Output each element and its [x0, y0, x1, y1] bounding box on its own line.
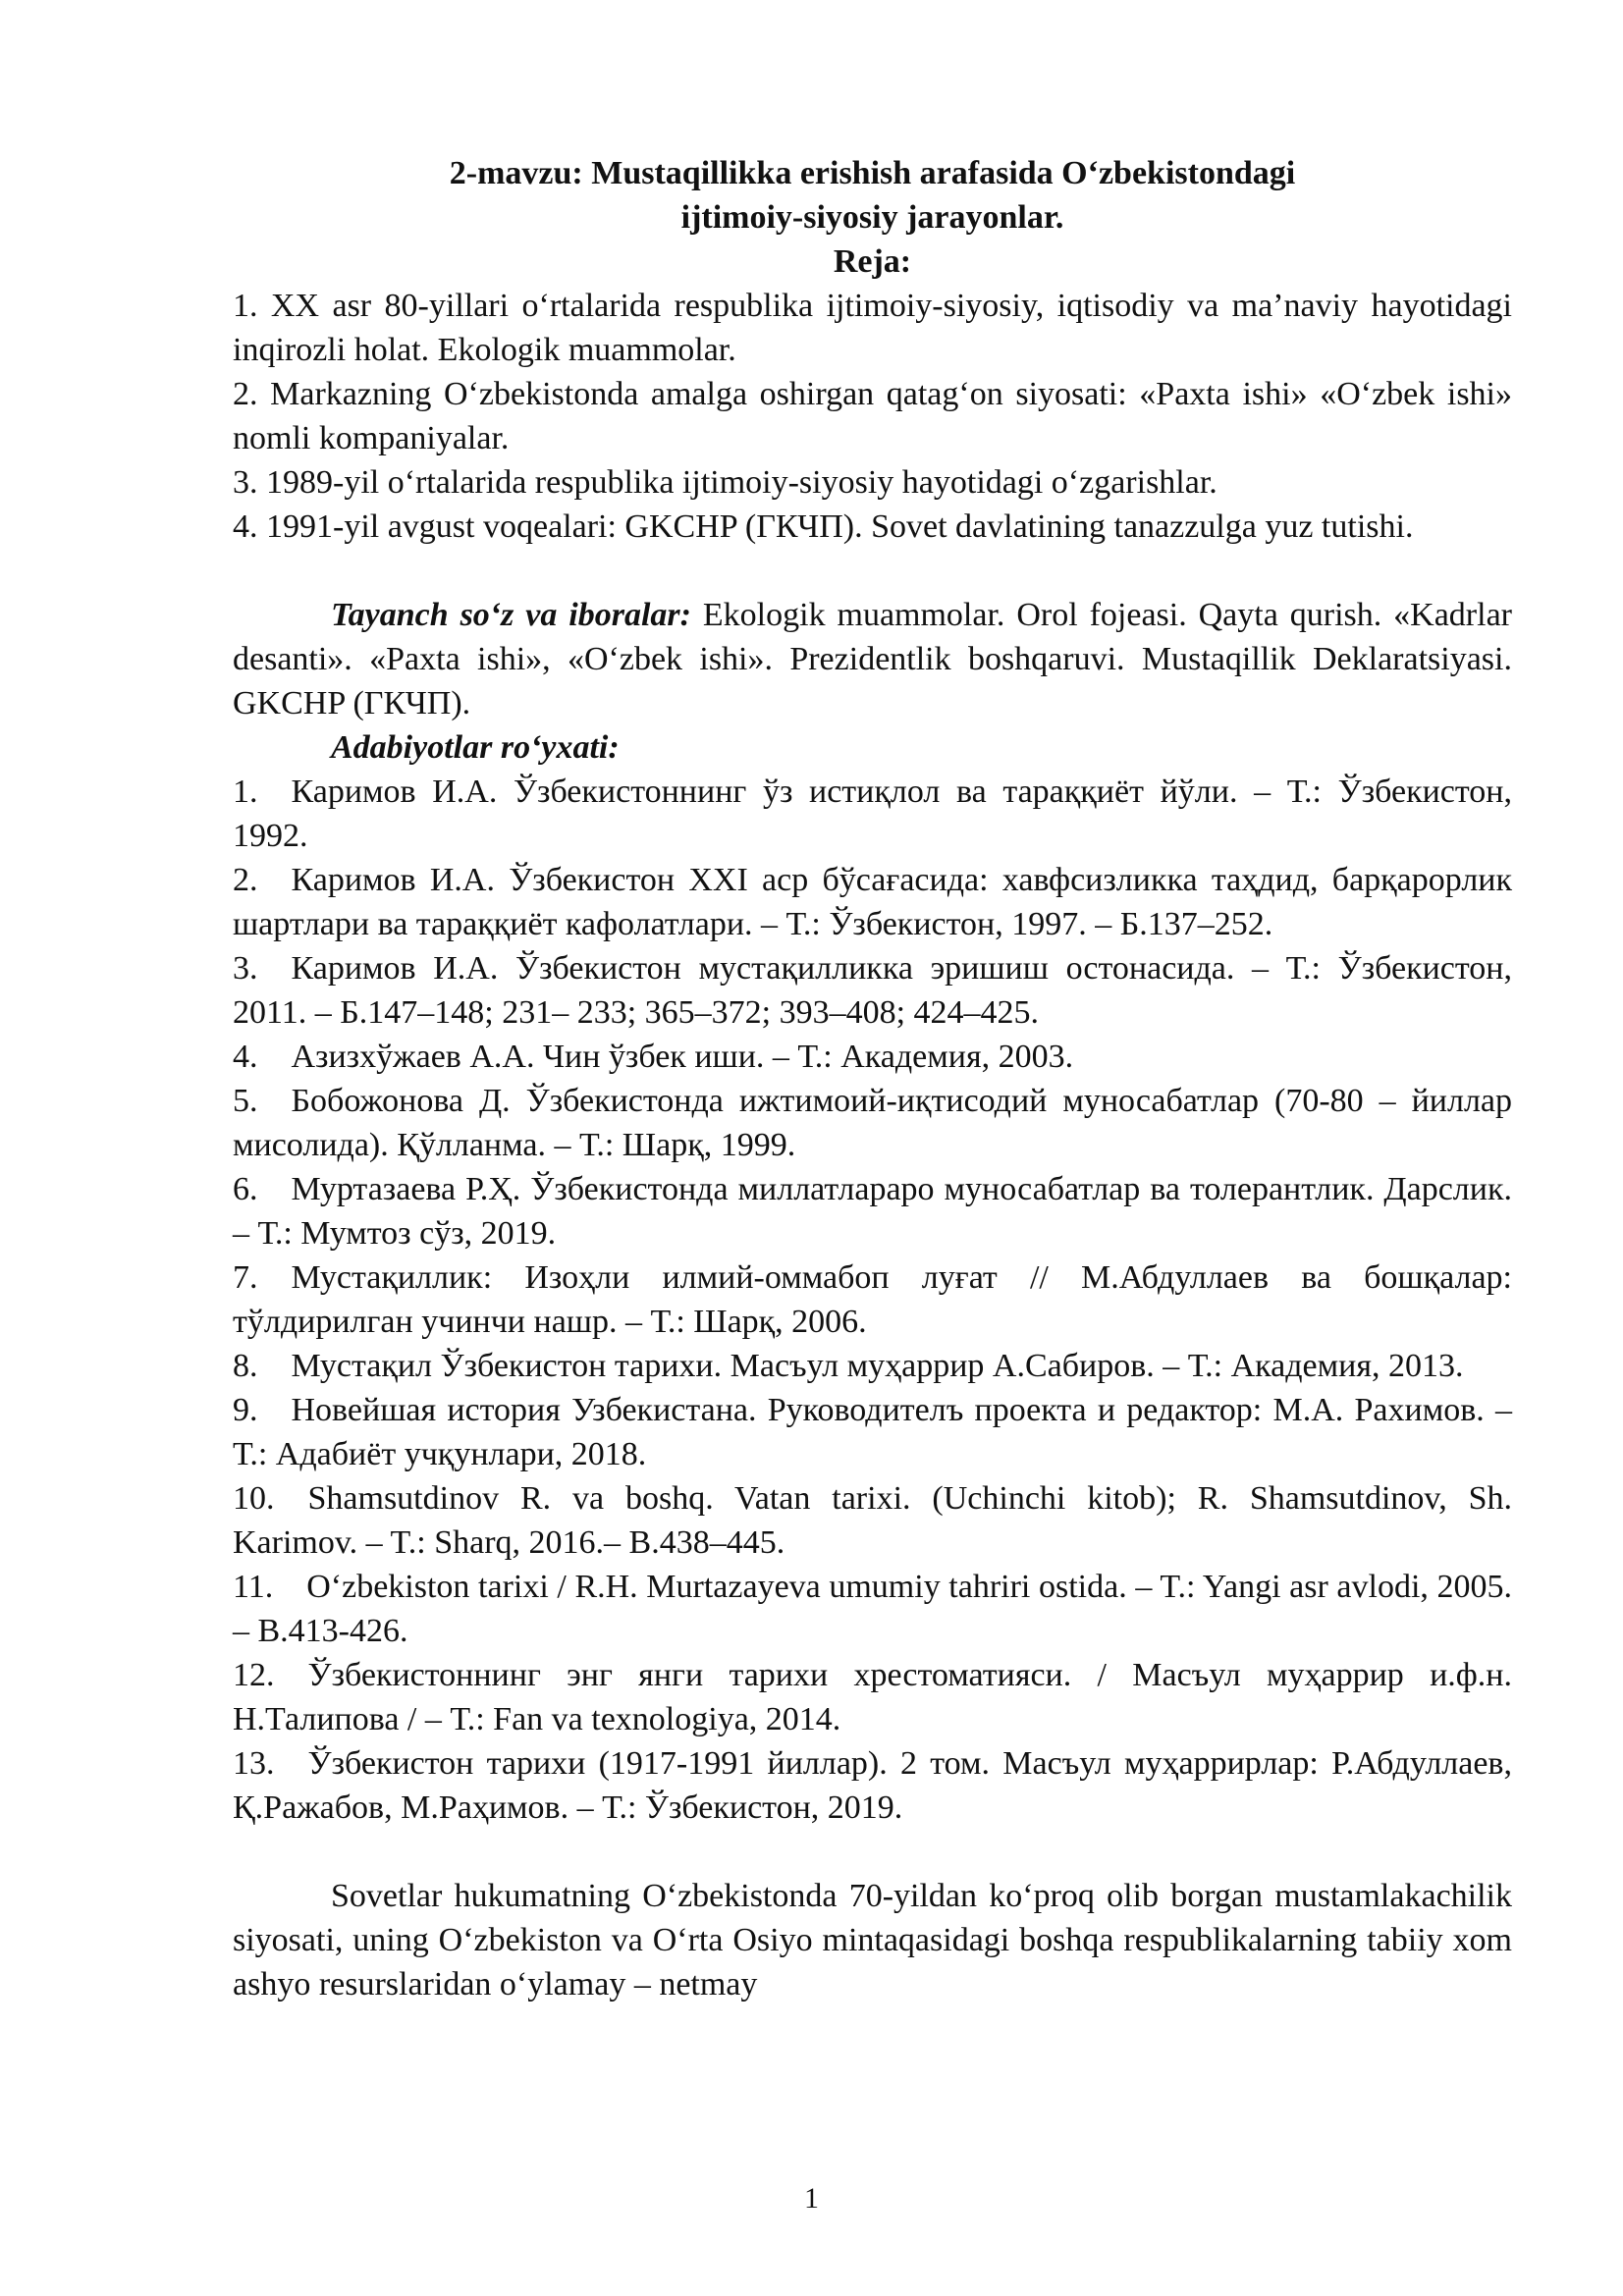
- page-number: 1: [804, 2182, 819, 2215]
- plan-item-4: 4. 1991-yil avgust voqealari: GKCHP (ГКЧП). Sovet davlatining tanazzulga yuz tutishi.: [233, 508, 1414, 545]
- literature-heading: [233, 725, 1512, 770]
- literature-item-13: 13. Ўзбекистон тарихи (1917-1991 йиллар). 2 том. Масъул муҳаррирлар: Р.Абдуллаев, Қ.Ражабов, М.Раҳимов. – Т.: Ўзбекистон, 2019.: [233, 1745, 1512, 1826]
- literature-item-4: 4. Азизхўжаев А.А. Чин ўзбек иши. – Т.: Академия, 2003.: [233, 1039, 1074, 1075]
- plan-heading: Reja:: [833, 243, 912, 280]
- plan-item-3: 3. 1989-yil o‘rtalarida respublika ijtimoiy-siyosiy hayotidagi o‘zgarishlar.: [233, 464, 1217, 501]
- literature-item-9: 9. Новейшая история Узбекистана. Руководителъ проекта и редактор: М.А. Рахимов. – Т.: Адабиёт учқунлари, 2018.: [233, 1392, 1512, 1472]
- keywords-paragraph: [233, 593, 1512, 725]
- literature-item-1: 1. Каримов И.А. Ўзбекистоннинг ўз истиқлол ва тараққиёт йўли. – Т.: Ўзбекистон, 1992.: [233, 774, 1512, 854]
- literature-item-11: 11. O‘zbekiston tarixi / R.H. Murtazayeva umumiy tahriri ostida. – T.: Yangi asr avlodi, 2005. – B.413-426.: [233, 1569, 1512, 1649]
- plan-list: [233, 284, 1512, 549]
- literature-item-12: 12. Ўзбекистоннинг энг янги тарихи хрестоматияси. / Масъул муҳаррир и.ф.н. Н.Талипова / – Т.: Fan va texnologiya, 2014.: [233, 1657, 1512, 1737]
- document-title: [233, 151, 1512, 284]
- body-paragraph: Sovetlar hukumatning O‘zbekistonda 70-yildan ko‘proq olib borgan mustamlakachilik siyosati, uning O‘zbekiston va O‘rta Osiyo mintaqasidagi boshqa respublikalarning tabiiy xom ashyo resurslaridan o‘ylamay – netmay: [233, 1878, 1512, 2002]
- literature-item-8: 8. Мустақил Ўзбекистон тарихи. Масъул муҳаррир А.Сабиров. – Т.: Академия, 2013.: [233, 1348, 1464, 1384]
- literature-item-6: 6. Муртазаева Р.Ҳ. Ўзбекистонда миллатлараро муносабатлар ва толерантлик. Дарслик. – Т.: Мумтоз сўз, 2019.: [233, 1171, 1512, 1252]
- literature-item-10: 10. Shamsutdinov R. va boshq. Vatan tarixi. (Uchinchi kitob); R. Shamsutdinov, Sh. Karimov. – T.: Sharq, 2016.– B.438–445.: [233, 1480, 1512, 1561]
- literature-item-2: 2. Каримов И.А. Ўзбекистон XXI аср бўсағасида: хавфсизликка таҳдид, барқарорлик шартлари ва тараққиёт кафолатлари. – Т.: Ўзбекистон, 1997. – Б.137–252.: [233, 862, 1512, 942]
- spacer: [233, 549, 1512, 593]
- plan-item-1: 1. XX asr 80-yillari o‘rtalarida respublika ijtimoiy-siyosiy, iqtisodiy va ma’naviy hayotidagi inqirozli holat. Ekologik muammolar.: [233, 288, 1512, 368]
- literature-label: Adabiyotlar ro‘yxati:: [331, 729, 620, 766]
- keywords-label: Tayanch so‘z va iboralar:: [331, 597, 691, 633]
- title-line-1: 2-mavzu: Mustaqillikka erishish arafasida O‘zbekistondagi: [449, 155, 1296, 191]
- spacer: [233, 1830, 1512, 1874]
- literature-item-5: 5. Бобожонова Д. Ўзбекистонда ижтимоий-иқтисодий муносабатлар (70-80 – йиллар мисолида). Қўлланма. – Т.: Шарқ, 1999.: [233, 1083, 1512, 1163]
- plan-item-2: 2. Markazning O‘zbekistonda amalga oshirgan qatag‘on siyosati: «Paxta ishi» «O‘zbek ishi» nomli kompaniyalar.: [233, 376, 1512, 456]
- keywords-text: Ekologik muammolar. Orol fojeasi. Qayta qurish. «Kadrlar desanti». «Paxta ishi», «O‘zbek ishi». Prezidentlik boshqaruvi. Mustaqillik Deklaratsiyasi. GKCHP (ГКЧП).: [233, 597, 1512, 721]
- literature-list: [233, 770, 1512, 1830]
- literature-item-3: 3. Каримов И.А. Ўзбекистон мустақилликка эришиш остонасида. – Т.: Ўзбекистон, 2011. – Б.147–148; 231– 233; 365–372; 393–408; 424–425.: [233, 950, 1512, 1031]
- title-line-2: ijtimoiy-siyosiy jarayonlar.: [680, 199, 1064, 236]
- literature-item-7: 7. Мустақиллик: Изоҳли илмий-оммабоп луғат // М.Абдуллаев ва бошқалар: тўлдирилган учинчи нашр. – Т.: Шарқ, 2006.: [233, 1259, 1512, 1340]
- document-page: [233, 151, 1512, 2006]
